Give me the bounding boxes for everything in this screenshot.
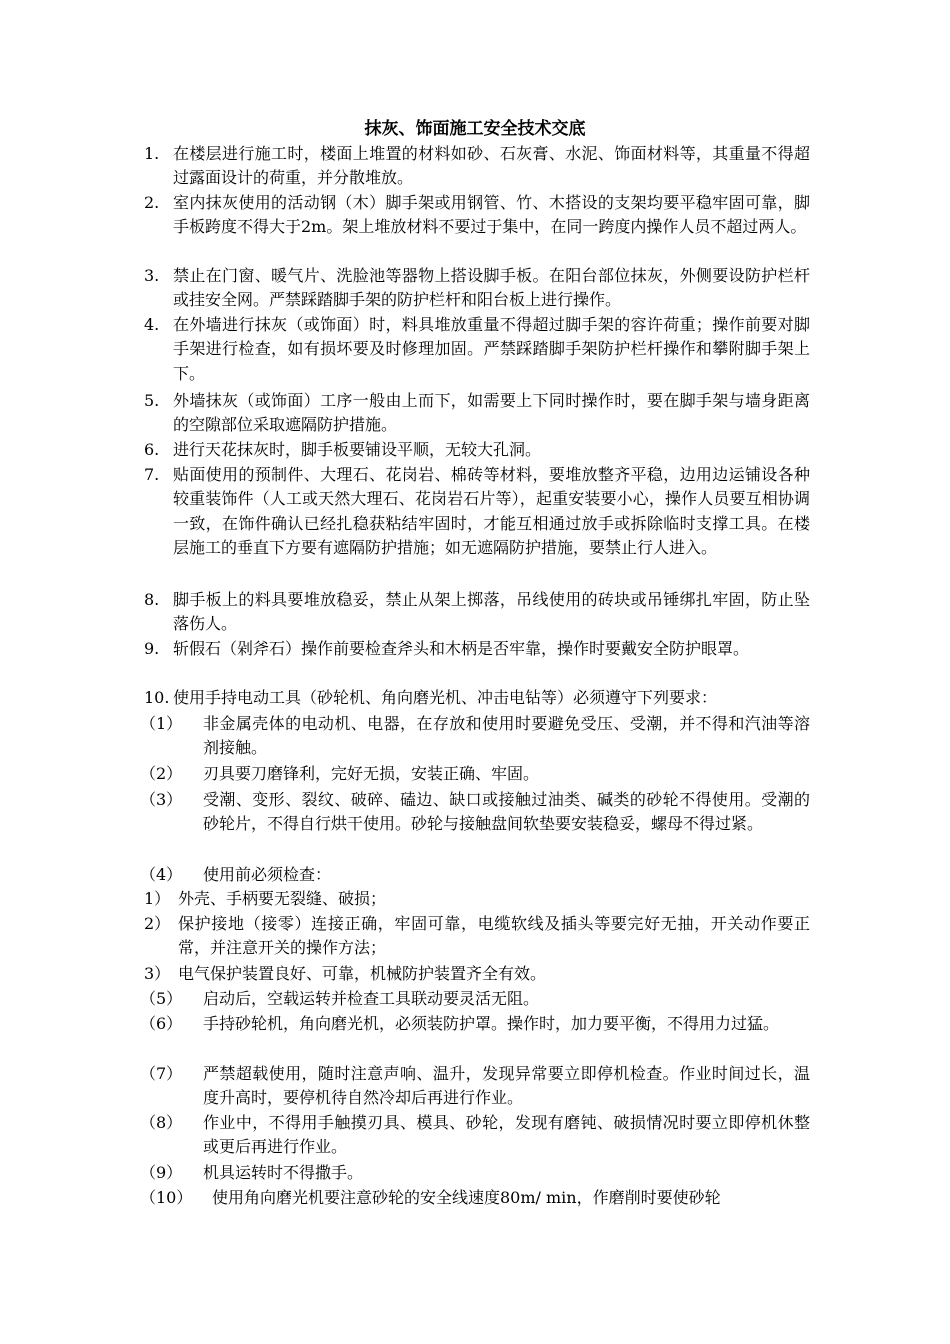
item-text: 电气保护装置良好、可靠，机械防护装置齐全有效。 xyxy=(178,964,547,983)
item-number: 2） xyxy=(144,914,171,933)
item-number: （6） xyxy=(140,1014,183,1033)
item-number: 1. xyxy=(144,144,160,163)
item-number: （5） xyxy=(140,989,183,1008)
item-text: 非金属壳体的电动机、电器，在存放和使用时要避免受压、受潮，并不得和汽油等溶剂接触。 xyxy=(203,714,810,758)
item-number: （10） xyxy=(140,1188,193,1207)
item-number: （7） xyxy=(140,1064,183,1083)
item-text: 机具运转时不得撒手。 xyxy=(203,1163,364,1182)
item-number: （9） xyxy=(140,1163,183,1182)
item-text: 作业中，不得用手触摸刃具、模具、砂轮，发现有磨钝、破损情况时要立即停机休整或更后再进行作业。 xyxy=(203,1113,810,1157)
item-text: 外墙抹灰（或饰面）工序一般由上而下，如需要上下同时操作时，要在脚手架与墙身距离的空隙部位采取遮隔防护措施。 xyxy=(173,391,810,435)
item-text: 禁止在门窗、暖气片、洗脸池等器物上搭设脚手板。在阳台部位抹灰，外侧要设防护栏杆或挂安全网。严禁踩踏脚手架的防护栏杆和阳台板上进行操作。 xyxy=(173,266,810,310)
item-text: 进行天花抹灰时，脚手板要铺设平顺，无较大孔洞。 xyxy=(173,440,542,459)
item-number: （3） xyxy=(140,790,183,809)
item-number: 5. xyxy=(144,391,160,410)
item-text: 手持砂轮机，角向磨光机，必须装防护罩。操作时，加力要平衡，不得用力过猛。 xyxy=(203,1014,780,1033)
item-number: （4） xyxy=(140,865,183,884)
document-title: 抹灰、饰面施工安全技术交底 xyxy=(364,119,586,139)
item-text: 斩假石（剁斧石）操作前要检查斧头和木柄是否牢靠，操作时要戴安全防护眼罩。 xyxy=(173,639,750,658)
item-text: 贴面使用的预制件、大理石、花岗岩、棉砖等材料，要堆放整齐平稳，边用边运铺设各种较重装饰件（人工或天然大理石、花岗岩石片等），起重安装要小心，操作人员要互相协调一致，在饰件确认已经扎稳获粘结牢固时，才能互相通过放手或拆除临时支撑工具。在楼层施工的垂直下方要有遮隔防护措施；如无遮隔防护措施，要禁止行人进入。 xyxy=(173,465,810,557)
item-text: 使用角向磨光机要注意砂轮的安全线速度80m/ min，作磨削时要使砂轮 xyxy=(212,1188,721,1207)
item-text: 受潮、变形、裂纹、破碎、磕边、缺口或接触过油类、碱类的砂轮不得使用。受潮的砂轮片，不得自行烘干使用。砂轮与接触盘间软垫要安装稳妥，螺母不得过紧。 xyxy=(203,790,810,834)
item-number: 9. xyxy=(144,639,160,658)
item-number: 1） xyxy=(144,889,171,908)
item-text: 严禁超载使用，随时注意声响、温升，发现异常要立即停机检查。作业时间过长，温度升高时，要停机待自然冷却后再进行作业。 xyxy=(203,1064,810,1108)
item-text: 在楼层进行施工时，楼面上堆置的材料如砂、石灰膏、水泥、饰面材料等，其重量不得超过露面设计的荷重，并分散堆放。 xyxy=(173,144,810,188)
item-number: 6. xyxy=(144,440,160,459)
item-number: （2） xyxy=(140,764,183,783)
item-number: （1） xyxy=(140,714,183,733)
item-text: 脚手板上的料具要堆放稳妥，禁止从架上掷落，吊线使用的砖块或吊锤绑扎牢固，防止坠落伤人。 xyxy=(173,590,810,634)
item-number: 7. xyxy=(144,465,160,484)
item-number: 2. xyxy=(144,193,160,212)
item-text: 室内抹灰使用的活动钢（木）脚手架或用钢管、竹、木搭设的支架均要平稳牢固可靠，脚手板跨度不得大于2m。架上堆放材料不要过于集中，在同一跨度内操作人员不超过两人。 xyxy=(173,193,810,237)
item-text: 使用前必须检查： xyxy=(203,865,332,884)
item-text: 刃具要刀磨锋利，完好无损，安装正确、牢固。 xyxy=(203,764,540,783)
item-number: 10. xyxy=(144,688,170,707)
item-number: 3） xyxy=(144,964,171,983)
item-text: 外壳、手柄要无裂缝、破损； xyxy=(178,889,387,908)
item-text: 保护接地（接零）连接正确，牢固可靠，电缆软线及插头等要完好无抽，开关动作要正常，并注意开关的操作方法； xyxy=(178,914,810,958)
item-number: 4. xyxy=(144,315,160,334)
item-text: 启动后，空载运转并检查工具联动要灵活无阻。 xyxy=(203,989,540,1008)
item-number: （8） xyxy=(140,1113,183,1132)
item-number: 3. xyxy=(144,266,160,285)
item-number: 8. xyxy=(144,590,160,609)
item-text: 在外墙进行抹灰（或饰面）时，料具堆放重量不得超过脚手架的容许荷重；操作前要对脚手架进行检查，如有损坏要及时修理加固。严禁踩踏脚手架防护栏杆操作和攀附脚手架上下。 xyxy=(173,315,810,383)
item-text: 使用手持电动工具（砂轮机、角向磨光机、冲击电钻等）必须遵守下列要求： xyxy=(173,688,718,707)
